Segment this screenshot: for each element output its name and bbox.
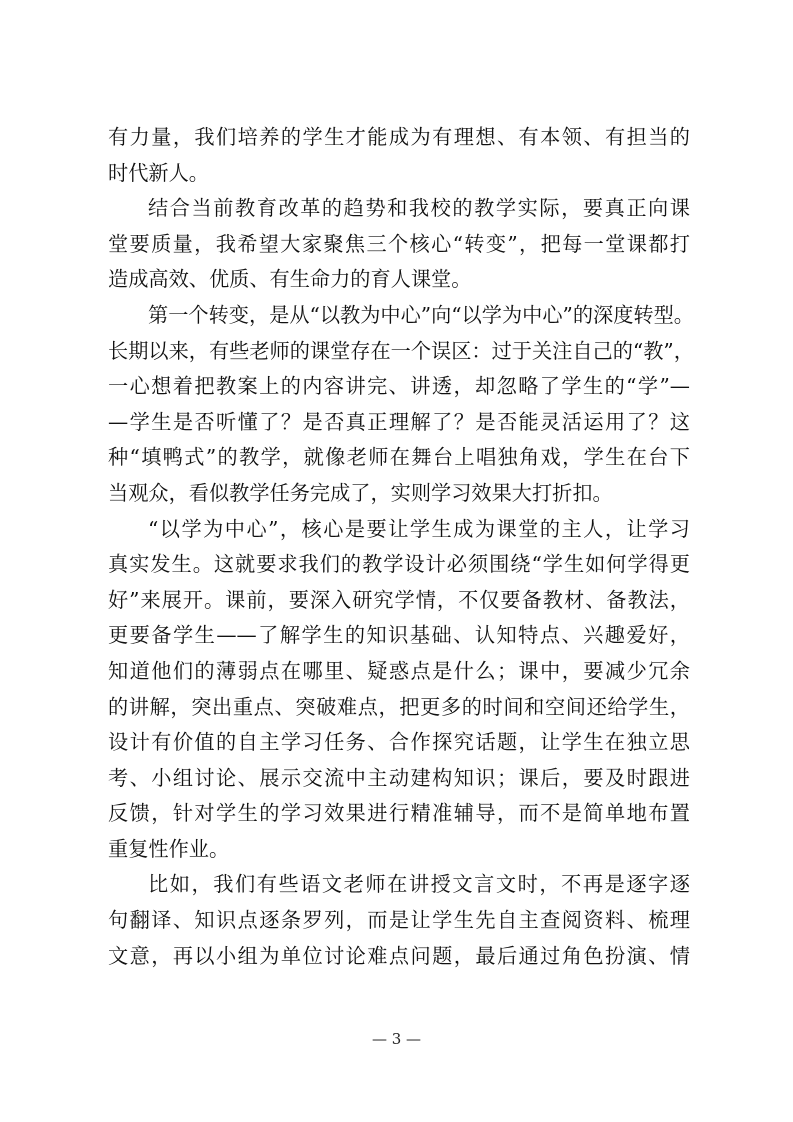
text-line: 当观众，看似教学任务完成了，实则学习效果大打折扣。	[108, 480, 613, 505]
text-line: 第一个转变，是从“以教为中心”向“以学为中心”的深度转型。	[148, 302, 694, 327]
text-line: 的讲解，突出重点、突破难点，把更多的时间和空间还给学生，	[108, 694, 690, 719]
paragraph	[108, 867, 690, 974]
body-text	[108, 120, 694, 974]
text-line: 知道他们的薄弱点在哪里、疑惑点是什么；课中，要减少冗余	[108, 658, 690, 683]
text-line: 设计有价值的自主学习任务、合作探究话题，让学生在独立思	[108, 730, 690, 755]
text-line: 结合当前教育改革的趋势和我校的教学实际，要真正向课	[148, 196, 690, 221]
text-line: —学生是否听懂了？是否真正理解了？是否能灵活运用了？这	[108, 409, 690, 434]
text-line: 造成高效、优质、有生命力的育人课堂。	[108, 267, 472, 292]
text-line: 时代新人。	[108, 160, 209, 185]
text-line: 文意，再以小组为单位讨论难点问题，最后通过角色扮演、情	[108, 943, 690, 968]
text-line: “以学为中心”，核心是要让学生成为课堂的主人，让学习	[148, 516, 690, 541]
text-line: 考、小组讨论、展示交流中主动建构知识；课后，要及时跟进	[108, 765, 690, 790]
text-line: 好”来展开。课前，要深入研究学情，不仅要备教材、备教法，	[108, 587, 690, 612]
text-line: 种“填鸭式”的教学，就像老师在舞台上唱独角戏，学生在台下	[108, 445, 690, 470]
text-line: 有力量，我们培养的学生才能成为有理想、有本领、有担当的	[108, 125, 690, 149]
text-line: 一心想着把教案上的内容讲完、讲透，却忽略了学生的“学”—	[108, 374, 690, 399]
text-line: 反馈，针对学生的学习效果进行精准辅导，而不是简单地布置	[108, 801, 690, 826]
page-number: — 3 —	[371, 1030, 422, 1048]
text-line: 更要备学生——了解学生的知识基础、认知特点、兴趣爱好，	[108, 623, 690, 648]
text-line: 比如，我们有些语文老师在讲授文言文时，不再是逐字逐	[148, 872, 690, 897]
text-line: 句翻译、知识点逐条罗列，而是让学生先自主查阅资料、梳理	[108, 908, 690, 933]
paragraph	[108, 191, 690, 298]
text-line: 堂要质量，我希望大家聚焦三个核心“转变”，把每一堂课都打	[108, 231, 690, 256]
text-line: 重复性作业。	[108, 836, 230, 861]
paragraph	[108, 512, 690, 868]
paragraph	[108, 298, 694, 512]
paragraph	[108, 120, 690, 191]
text-line: 长期以来，有些老师的课堂存在一个误区：过于关注自己的“教”，	[108, 338, 694, 363]
text-line: 真实发生。这就要求我们的教学设计必须围绕“学生如何学得更	[108, 552, 690, 577]
